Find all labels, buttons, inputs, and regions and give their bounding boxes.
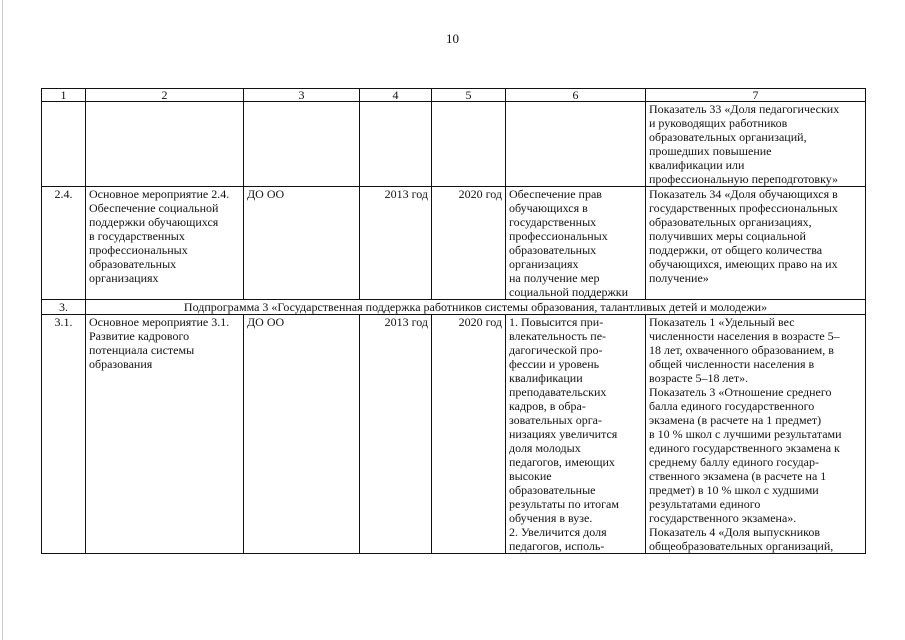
name-line: поддержки обучающихся bbox=[89, 215, 219, 229]
indicator-line: государственного экзамена». bbox=[649, 511, 797, 525]
table-row-2-4 bbox=[42, 187, 866, 300]
indicator-line: Показатель 34 «Доля обучающихся в bbox=[649, 187, 838, 201]
indicator-line: в 10 % школ с лучшими результатами bbox=[649, 427, 842, 441]
page-number: 10 bbox=[446, 31, 459, 46]
program-table bbox=[41, 88, 866, 554]
header-col-3: 3 bbox=[244, 89, 360, 102]
table-row-subprogram-3 bbox=[42, 300, 866, 315]
result-line: 2. Увеличится доля bbox=[509, 525, 607, 539]
name-line: организациях bbox=[89, 271, 159, 285]
header-col-5: 5 bbox=[432, 89, 506, 102]
indicator-line: Показатель 4 «Доля выпускников bbox=[649, 525, 820, 539]
header-col-1: 1 bbox=[42, 89, 86, 102]
row-continued-start bbox=[360, 102, 432, 187]
result-line: Обеспечение прав bbox=[509, 187, 602, 201]
result-line: влекательность пе- bbox=[509, 329, 607, 343]
row-3-1-executor: ДО ОО bbox=[244, 315, 360, 554]
name-line: потенциала системы bbox=[89, 343, 195, 357]
result-line: профессиональных bbox=[509, 229, 608, 243]
row-2-4-num: 2.4. bbox=[42, 187, 86, 300]
result-line: кадров, в обра- bbox=[509, 399, 586, 413]
result-line: квалификации bbox=[509, 371, 583, 385]
indicator-line: общеобразовательных организаций, bbox=[649, 539, 834, 553]
row-continued-end bbox=[432, 102, 506, 187]
name-line: Основное мероприятие 2.4. bbox=[89, 187, 230, 201]
row-2-4-end: 2020 год bbox=[432, 187, 506, 300]
name-line: образовательных bbox=[89, 257, 177, 271]
row-continued-name bbox=[86, 102, 244, 187]
row-continued-num bbox=[42, 102, 86, 187]
indicator-line: образовательных организаций, bbox=[649, 130, 807, 144]
indicator-line: ственного экзамена (в расчете на 1 bbox=[649, 469, 827, 483]
result-line: педагогов, имеющих bbox=[509, 455, 615, 469]
result-line: образовательных bbox=[509, 243, 597, 257]
result-line: обучающихся в bbox=[509, 201, 588, 215]
result-line: низациях увеличится bbox=[509, 427, 618, 441]
subprogram-title: Подпрограмма 3 «Государственная поддержка работников системы образования, талантливых детей и молодежи» bbox=[86, 300, 866, 315]
indicator-line: государственных профессиональных bbox=[649, 201, 838, 215]
result-line: фессии и уровень bbox=[509, 357, 600, 371]
indicator-line: результатами единого bbox=[649, 497, 761, 511]
row-3-1-indicator bbox=[646, 315, 866, 554]
result-line: образовательные bbox=[509, 483, 596, 497]
row-2-4-name bbox=[86, 187, 244, 300]
indicator-line: численности населения в возрасте 5– bbox=[649, 329, 840, 343]
result-line: результаты по итогам bbox=[509, 497, 619, 511]
name-line: Основное мероприятие 3.1. bbox=[89, 315, 230, 329]
name-line: Обеспечение социальной bbox=[89, 201, 219, 215]
indicator-line: профессиональную переподготовку» bbox=[649, 172, 839, 186]
indicator-line: Показатель 3 «Отношение среднего bbox=[649, 385, 832, 399]
row-3-1-name bbox=[86, 315, 244, 554]
row-3-1-num: 3.1. bbox=[42, 315, 86, 554]
indicator-line: поддержки, от общего количества bbox=[649, 243, 823, 257]
indicator-line: возрасте 5–18 лет». bbox=[649, 371, 749, 385]
result-line: дагогической про- bbox=[509, 343, 603, 357]
result-line: педагогов, исполь- bbox=[509, 539, 605, 553]
indicator-line: балла единого государственного bbox=[649, 399, 815, 413]
name-line: в государственных bbox=[89, 229, 185, 243]
result-line: зовательных орга- bbox=[509, 413, 602, 427]
result-line: 1. Повысится при- bbox=[509, 315, 604, 329]
result-line: высокие bbox=[509, 469, 552, 483]
indicator-line: и руководящих работников bbox=[649, 116, 788, 130]
indicator-line: прошедших повышение bbox=[649, 144, 772, 158]
table-row-3-1 bbox=[42, 315, 866, 554]
header-col-7: 7 bbox=[646, 89, 866, 102]
header-col-4: 4 bbox=[360, 89, 432, 102]
result-line: организациях bbox=[509, 257, 579, 271]
name-line: образования bbox=[89, 357, 153, 371]
name-line: Развитие кадрового bbox=[89, 329, 190, 343]
indicator-line: квалификации или bbox=[649, 158, 745, 172]
indicator-line: экзамена (в расчете на 1 предмет) bbox=[649, 413, 822, 427]
row-3-1-result bbox=[506, 315, 646, 554]
header-col-2: 2 bbox=[86, 89, 244, 102]
table-header-row bbox=[42, 89, 866, 102]
name-line: профессиональных bbox=[89, 243, 188, 257]
indicator-line: обучающихся, имеющих право на их bbox=[649, 257, 838, 271]
result-line: государственных bbox=[509, 215, 597, 229]
result-line: обучения в вузе. bbox=[509, 511, 593, 525]
row-2-4-indicator bbox=[646, 187, 866, 300]
result-line: социальной поддержки bbox=[509, 285, 629, 299]
row-continued-result bbox=[506, 102, 646, 187]
row-3-1-end: 2020 год bbox=[432, 315, 506, 554]
result-line: доля молодых bbox=[509, 441, 581, 455]
indicator-line: среднему баллу единого государ- bbox=[649, 455, 819, 469]
indicator-line: единого государственного экзамена к bbox=[649, 441, 840, 455]
row-2-4-start: 2013 год bbox=[360, 187, 432, 300]
row-continued-executor bbox=[244, 102, 360, 187]
row-2-4-executor: ДО ОО bbox=[244, 187, 360, 300]
indicator-line: получение» bbox=[649, 271, 709, 285]
indicator-line: Показатель 33 «Доля педагогических bbox=[649, 102, 840, 116]
page-edge-line bbox=[2, 0, 3, 640]
table-row-continued bbox=[42, 102, 866, 187]
result-line: на получение мер bbox=[509, 271, 600, 285]
result-line: преподавательских bbox=[509, 385, 607, 399]
indicator-line: Показатель 1 «Удельный вес bbox=[649, 315, 795, 329]
indicator-line: предмет) в 10 % школ с худшими bbox=[649, 483, 819, 497]
indicator-line: общей численности населения в bbox=[649, 357, 815, 371]
row-2-4-result bbox=[506, 187, 646, 300]
row-3-1-start: 2013 год bbox=[360, 315, 432, 554]
indicator-line: 18 лет, охваченного образованием, в bbox=[649, 343, 834, 357]
indicator-line: получивших меры социальной bbox=[649, 229, 806, 243]
row-continued-indicator bbox=[646, 102, 866, 187]
row-3-num: 3. bbox=[42, 300, 86, 315]
header-col-6: 6 bbox=[506, 89, 646, 102]
indicator-line: образовательных организациях, bbox=[649, 215, 812, 229]
